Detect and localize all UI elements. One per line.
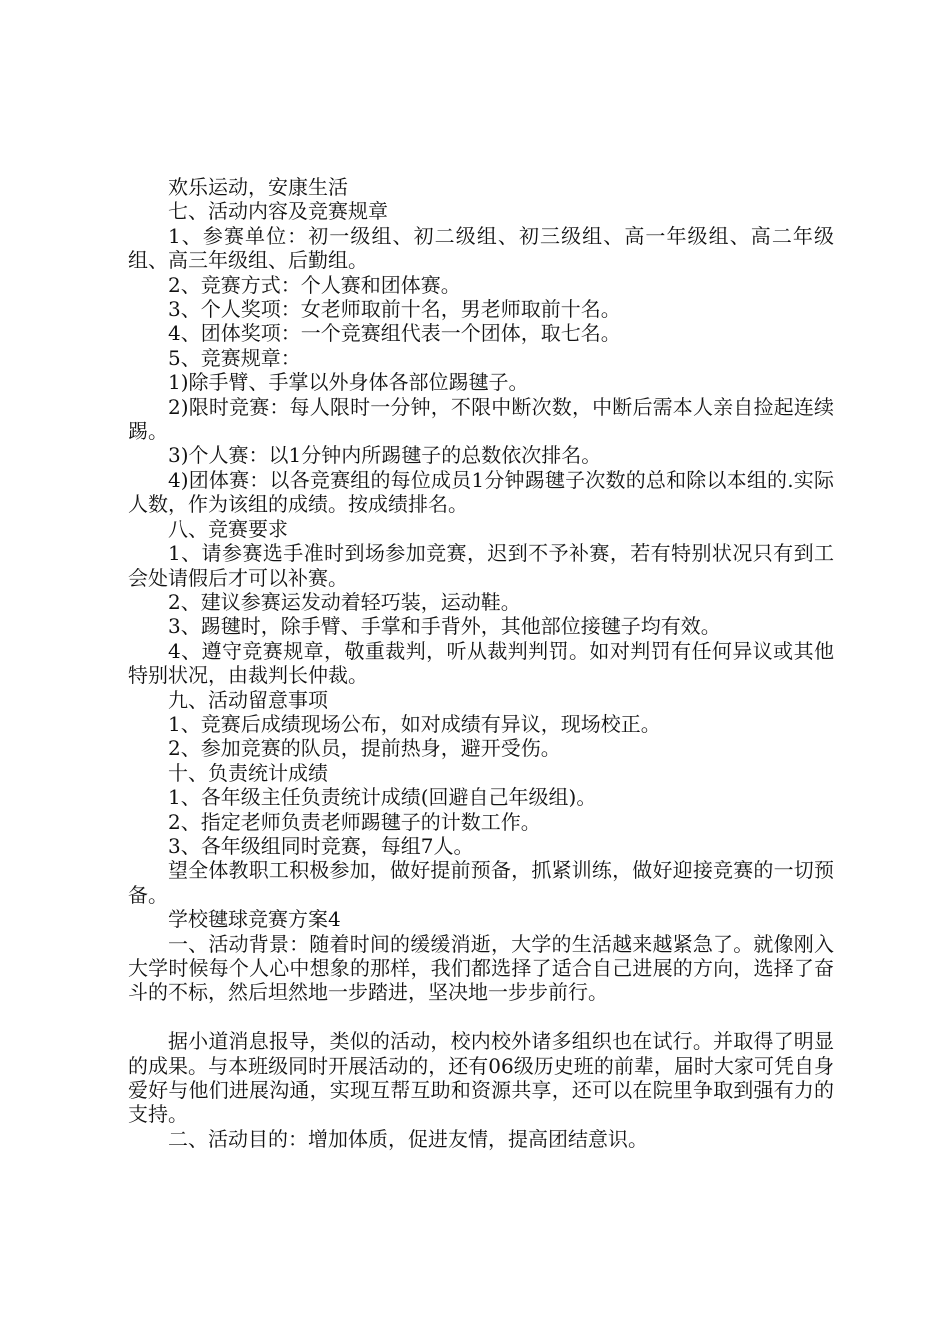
paragraph: 2、竞赛方式：个人赛和团体赛。: [168, 272, 461, 297]
paragraph: 1、竞赛后成绩现场公布，如对成绩有异议，现场校正。: [168, 711, 661, 736]
section-heading: 七、活动内容及竞赛规章: [168, 199, 388, 224]
paragraph: 望全体教职工积极参加，做好提前预备，抓紧训练，做好迎接竞赛的一切预备。: [128, 858, 834, 907]
document-body: [128, 175, 834, 1151]
paragraph: 3、个人奖项：女老师取前十名，男老师取前十名。: [168, 297, 621, 322]
paragraph: 1)除手臂、手掌以外身体各部位踢毽子。: [168, 370, 529, 395]
paragraph: 4、遵守竞赛规章，敬重裁判，听从裁判判罚。如对判罚有任何异议或其他特别状况，由裁判长仲裁。: [128, 638, 834, 688]
blank-line: [128, 1005, 834, 1029]
paragraph: 1、请参赛选手准时到场参加竞赛，迟到不予补赛，若有特别状况只有到工会处请假后才可以补赛。: [128, 541, 834, 590]
paragraph: 欢乐运动，安康生活: [168, 175, 348, 199]
paragraph: 1、各年级主任负责统计成绩(回避自己年级组)。: [168, 785, 597, 810]
document-title: 学校毽球竞赛方案4: [168, 907, 341, 932]
paragraph: 二、活动目的：增加体质，促进友情，提高团结意识。: [168, 1126, 648, 1151]
section-heading: 八、竞赛要求: [168, 516, 288, 541]
paragraph: 2、参加竞赛的队员，提前热身，避开受伤。: [168, 736, 561, 761]
section-heading: 九、活动留意事项: [168, 687, 328, 712]
section-heading: 十、负责统计成绩: [168, 760, 328, 785]
paragraph: 2、指定老师负责老师踢毽子的计数工作。: [168, 809, 541, 834]
paragraph: 2)限时竞赛：每人限时一分钟，不限中断次数，中断后需本人亲自捡起连续踢。: [128, 394, 834, 444]
paragraph: 2、建议参赛运发动着轻巧装，运动鞋。: [168, 589, 521, 614]
paragraph: 3、踢毽时，除手臂、手掌和手背外，其他部位接毽子均有效。: [168, 614, 721, 639]
paragraph: 1、参赛单位：初一级组、初二级组、初三级组、高一年级组、高二年级组、高三年级组、后勤组。: [128, 223, 834, 273]
paragraph: 4)团体赛：以各竞赛组的每位成员1分钟踢毽子次数的总和除以本组的.实际人数，作为该组的成绩。按成绩排名。: [128, 467, 834, 517]
paragraph: 一、活动背景：随着时间的缓缓消逝，大学的生活越来越紧急了。就像刚入大学时候每个人心中想象的那样，我们都选择了适合自己进展的方向，选择了奋斗的不标，然后坦然地一步踏进，坚决地一步步前行。: [128, 931, 834, 1005]
paragraph: 3)个人赛：以1分钟内所踢毽子的总数依次排名。: [168, 443, 602, 468]
paragraph: 5、竞赛规章：: [168, 345, 301, 370]
paragraph: 3、各年级组同时竞赛，每组7人。: [168, 833, 474, 858]
paragraph: 4、团体奖项：一个竞赛组代表一个团体，取七名。: [168, 321, 621, 346]
paragraph: 据小道消息报导，类似的活动，校内校外诸多组织也在试行。并取得了明显的成果。与本班级同时开展活动的，还有06级历史班的前辈，届时大家可凭自身爱好与他们进展沟通，实现互帮互助和资源共享，还可以在院里争取到强有力的支持。: [128, 1029, 834, 1127]
